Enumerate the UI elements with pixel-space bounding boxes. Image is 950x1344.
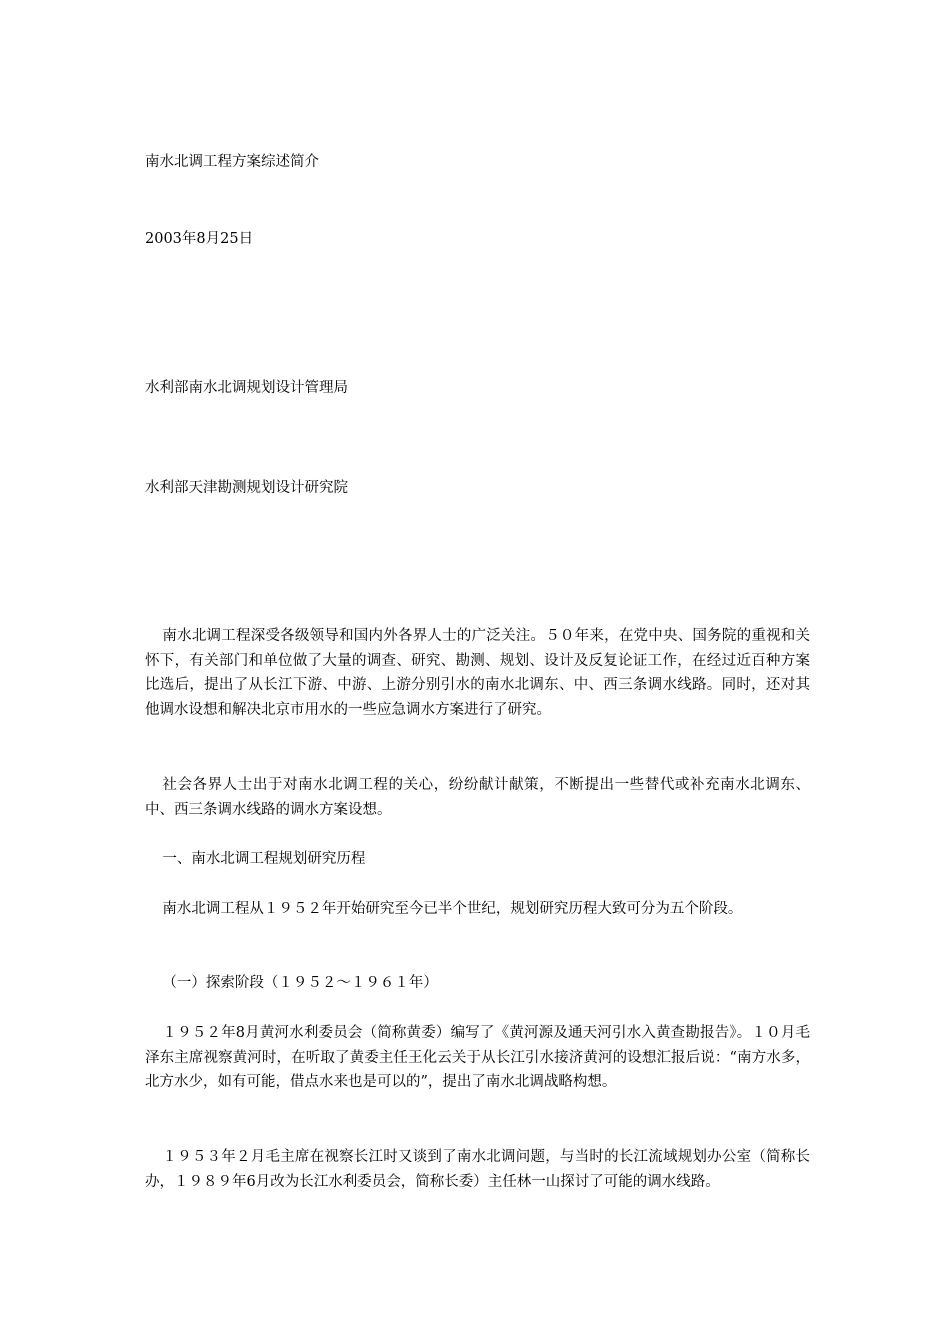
document-date: 2003年8月25日 bbox=[145, 231, 254, 247]
document-title: 南水北调工程方案综述简介 bbox=[145, 154, 319, 170]
organization-2: 水利部天津勘测规划设计研究院 bbox=[145, 480, 348, 496]
paragraph-1953: １９５３年２月毛主席在视察长江时又谈到了南水北调问题，与当时的长江流域规划办公室（简称长办，１９８９年6月改为长江水利委员会，简称长委）主任林一山探讨了可能的调水线路。 bbox=[145, 1149, 810, 1190]
paragraph-1952: １９５２年8月黄河水利委员会（简称黄委）编写了《黄河源及通天河引水入黄查勘报告》。１０月毛泽东主席视察黄河时，在听取了黄委主任王化云关于从长江引水接济黄河的设想汇报后说：“南方水多，北方水少，如有可能，借点水来也是可以的”，提出了南水北调战略构想。 bbox=[145, 1025, 810, 1090]
paragraph-history-overview: 南水北调工程从１９５２年开始研究至今已半个世纪，规划研究历程大致可分为五个阶段。 bbox=[162, 901, 743, 917]
paragraph-public-proposals: 社会各界人士出于对南水北调工程的关心，纷纷献计献策，不断提出一些替代或补充南水北调东、中、西三条调水线路的调水方案设想。 bbox=[145, 777, 810, 818]
subsection-heading-1: （一）探索阶段（１９５２～１９６１年） bbox=[162, 975, 438, 991]
section-heading-1: 一、南水北调工程规划研究历程 bbox=[162, 851, 366, 867]
organization-1: 水利部南水北调规划设计管理局 bbox=[145, 380, 348, 396]
paragraph-intro: 南水北调工程深受各级领导和国内外各界人士的广泛关注。５０年来，在党中央、国务院的重视和关怀下，有关部门和单位做了大量的调查、研究、勘测、规划、设计及反复论证工作，在经过近百种方案比选后，提出了从长江下游、中游、上游分别引水的南水北调东、中、西三条调水线路。同时，还对其他调水设想和解决北京市用水的一些应急调水方案进行了研究。 bbox=[145, 628, 810, 718]
